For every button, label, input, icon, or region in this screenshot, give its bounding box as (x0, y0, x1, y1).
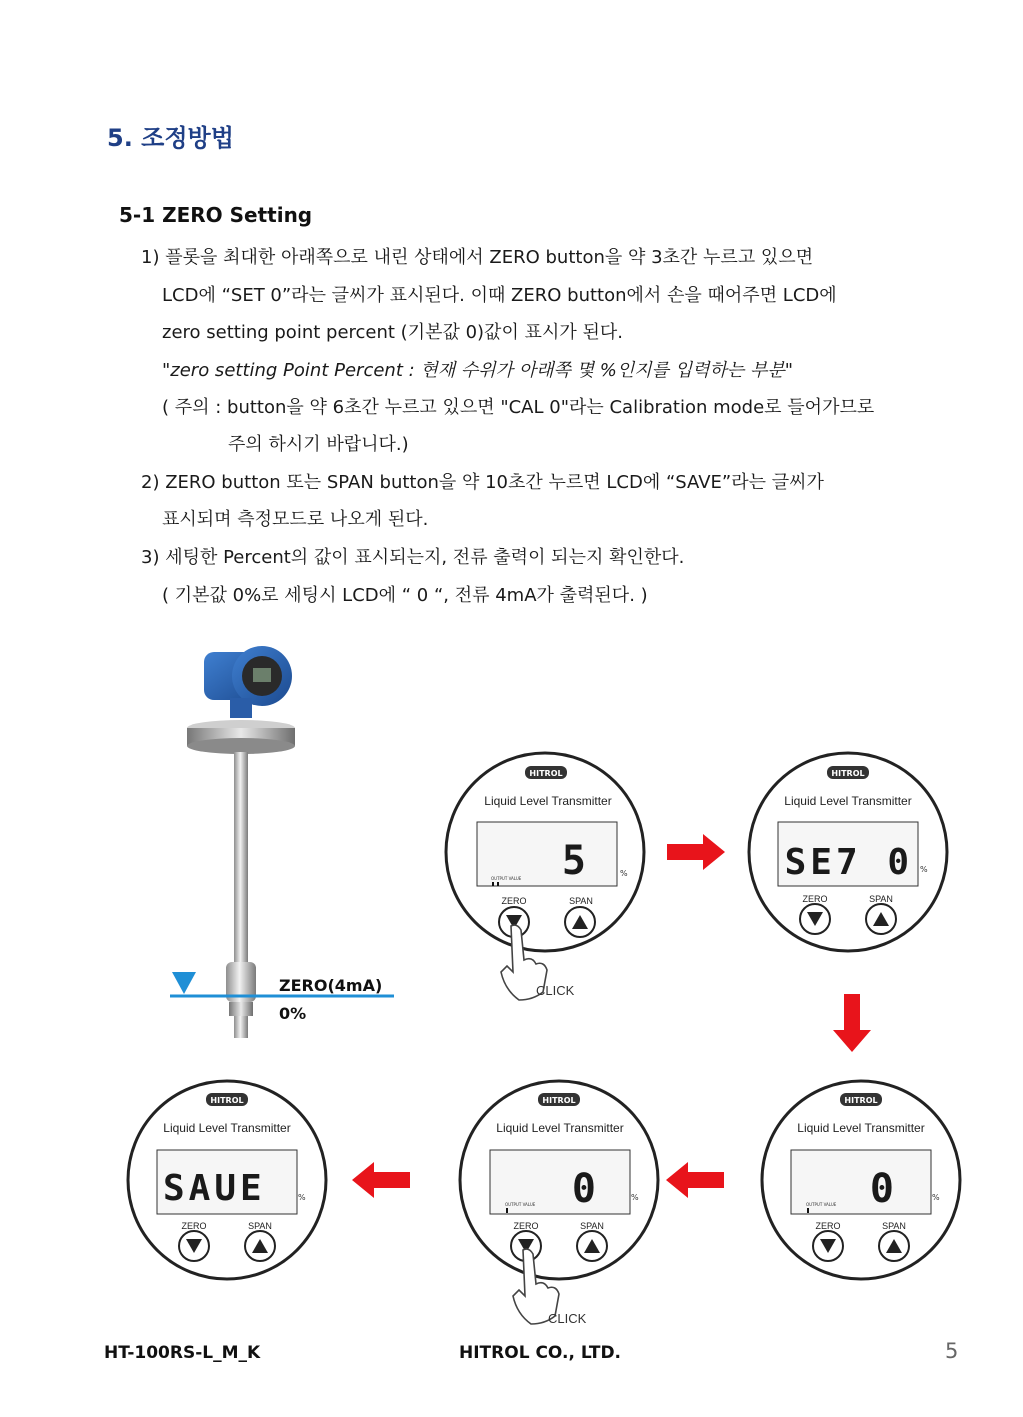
procedure-figure (0, 630, 1023, 1340)
body-line-8: 표시되며 측정모드로 나오게 된다. (162, 509, 429, 530)
device-title: Liquid Level Transmitter (784, 794, 912, 808)
output-label: OUTPUT VALUE (491, 876, 522, 881)
panel-1 (446, 753, 644, 1000)
percent-unit: % (932, 1193, 940, 1202)
level-label: ZERO(4mA) (279, 976, 383, 995)
body-line-1: 1) 플롯을 최대한 아래쪽으로 내린 상태에서 ZERO button을 약 3초간 누르고 있으면 (141, 247, 814, 268)
lcd-display: 0 (869, 1166, 898, 1212)
brand-logo: HITROL (844, 1096, 878, 1105)
body-line-7: 2) ZERO button 또는 SPAN button을 약 10초간 누르면 LCD에 “SAVE”라는 글씨가 (141, 472, 824, 493)
zero-button[interactable] (800, 904, 830, 934)
device-title: Liquid Level Transmitter (797, 1121, 925, 1135)
lcd-display: 0 (571, 1166, 600, 1212)
brand-logo: HITROL (542, 1096, 576, 1105)
zero-label: ZERO (501, 896, 527, 906)
body-line-6: 주의 하시기 바랍니다.) (228, 434, 409, 455)
lcd-display: 5 (561, 838, 590, 884)
zero-label: ZERO (181, 1221, 207, 1231)
level-percent: 0% (279, 1004, 307, 1023)
panel-2 (749, 753, 947, 951)
zero-label: ZERO (513, 1221, 539, 1231)
zero-label: ZERO (815, 1221, 841, 1231)
span-button[interactable] (245, 1231, 275, 1261)
panel-5 (128, 1081, 326, 1279)
percent-unit: % (620, 869, 628, 878)
panel-4 (460, 1081, 658, 1326)
lcd-display: SAUE (163, 1168, 266, 1209)
brand-logo: HITROL (529, 769, 563, 778)
span-label: SPAN (882, 1221, 906, 1231)
span-label: SPAN (580, 1221, 604, 1231)
percent-unit: % (631, 1193, 639, 1202)
span-button[interactable] (565, 907, 595, 937)
level-marker-icon (172, 972, 196, 994)
body-line-9: 3) 세팅한 Percent의 값이 표시되는지, 전류 출력이 되는지 확인한다. (141, 547, 685, 568)
output-label: OUTPUT VALUE (505, 1202, 536, 1207)
click-label: CLICK (536, 983, 575, 998)
click-label: CLICK (548, 1311, 587, 1326)
footer-model: HT-100RS-L_M_K (104, 1343, 261, 1363)
percent-unit: % (920, 865, 928, 874)
body-line-3: zero setting point percent (기본값 0)값이 표시가 된다. (162, 322, 623, 343)
body-line-4: "zero setting Point Percent : 현재 수위가 아래쪽 몇 %인지를 입력하는 부분" (162, 360, 794, 381)
section-title: 5. 조정방법 (107, 124, 234, 152)
body-line-2: LCD에 “SET 0”라는 글씨가 표시된다. 이때 ZERO button에서 손을 때어주면 LCD에 (162, 285, 837, 306)
arrow-down-icon (833, 994, 871, 1052)
span-label: SPAN (869, 894, 893, 904)
lcd-display: SE7 0 (784, 842, 913, 883)
brand-logo: HITROL (210, 1096, 244, 1105)
span-label: SPAN (569, 896, 593, 906)
body-line-5: ( 주의 : button을 약 6초간 누르고 있으면 "CAL 0"라는 Calibration mode로 들어가므로 (162, 397, 875, 418)
output-label: OUTPUT VALUE (806, 1202, 837, 1207)
page-number: 5 (945, 1339, 959, 1363)
zero-button[interactable] (813, 1231, 843, 1261)
brand-logo: HITROL (831, 769, 865, 778)
zero-button[interactable] (179, 1231, 209, 1261)
arrow-right-icon (667, 834, 725, 870)
subsection-title: 5-1 ZERO Setting (119, 203, 313, 227)
panel-3 (762, 1081, 960, 1279)
zero-label: ZERO (802, 894, 828, 904)
arrow-left-icon (352, 1162, 410, 1198)
percent-unit: % (298, 1193, 306, 1202)
arrow-left-icon (666, 1162, 724, 1198)
span-button[interactable] (866, 904, 896, 934)
span-button[interactable] (577, 1231, 607, 1261)
body-line-10: ( 기본값 0%로 세팅시 LCD에 “ 0 “, 전류 4mA가 출력된다. ) (162, 585, 648, 606)
device-title: Liquid Level Transmitter (163, 1121, 291, 1135)
device-title: Liquid Level Transmitter (496, 1121, 624, 1135)
span-button[interactable] (879, 1231, 909, 1261)
device-title: Liquid Level Transmitter (484, 794, 612, 808)
footer-company: HITROL CO., LTD. (459, 1343, 622, 1363)
span-label: SPAN (248, 1221, 272, 1231)
